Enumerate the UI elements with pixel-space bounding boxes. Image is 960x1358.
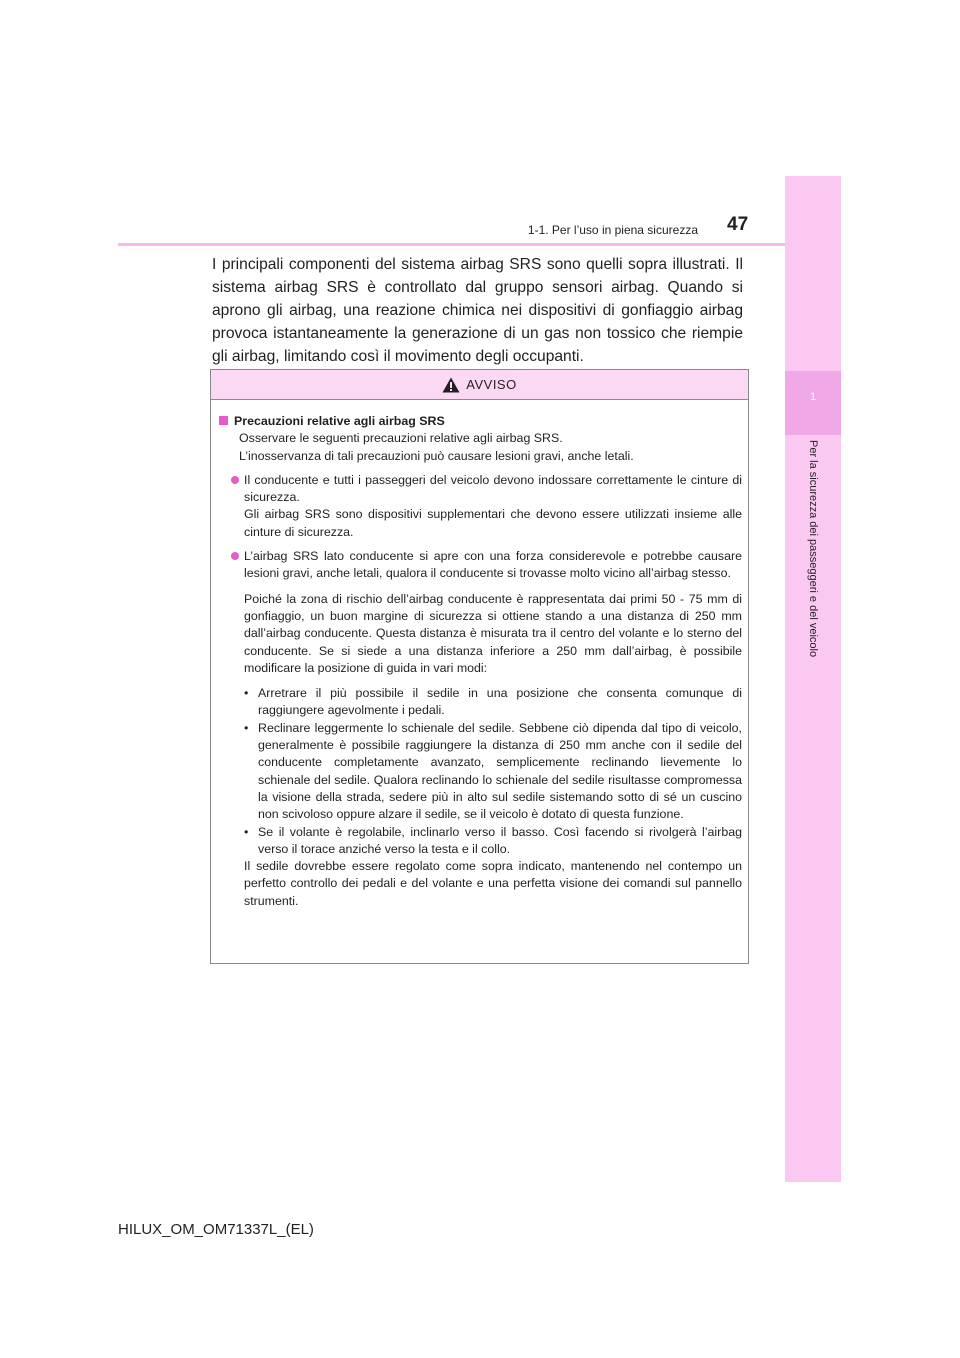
chapter-active-marker bbox=[785, 371, 841, 435]
circle-bullet-icon bbox=[231, 552, 239, 560]
lead-line: L’inosservanza di tali precauzioni può causare lesioni gravi, anche letali. bbox=[239, 448, 634, 463]
warning-lead bbox=[219, 430, 742, 465]
bullet-item bbox=[219, 472, 742, 541]
dash-mark: • bbox=[244, 720, 249, 735]
chapter-number: 1 bbox=[809, 391, 817, 403]
warning-triangle-icon bbox=[442, 377, 460, 393]
dash-item bbox=[219, 720, 742, 824]
bullet-item bbox=[219, 548, 742, 583]
document-code: HILUX_OM_OM71337L_(EL) bbox=[118, 1221, 314, 1238]
lead-line: Osservare le seguenti precauzioni relative agli airbag SRS. bbox=[239, 431, 563, 446]
bullet-text: L’airbag SRS lato conducente si apre con una forza considerevole e potrebbe causare lesioni gravi, anche letali, qualora il conducente si trovasse molto vicino all’airbag stesso. bbox=[244, 549, 742, 581]
dash-list bbox=[219, 685, 742, 858]
dash-text: Arretrare il più possibile il sedile in una posizione che consenta comunque di raggiungere agevolmente i pedali. bbox=[258, 686, 742, 718]
square-bullet-icon bbox=[219, 416, 228, 425]
dash-item bbox=[219, 824, 742, 859]
header-rule bbox=[118, 243, 785, 246]
bullet-text: Il conducente e tutti i passeggeri del veicolo devono indossare correttamente le cinture di sicurezza. bbox=[244, 472, 742, 505]
chapter-title: Per la sicurezza dei passeggeri e del veicolo bbox=[807, 440, 819, 658]
dash-text: Reclinare leggermente lo schienale del sedile. Sebbene ciò dipenda dal tipo di veicolo, generalmente è possibile raggiungere la distanza di 250 mm anche con il sedile del conducente completamente avanzato, semplicemente reclinando lievemente lo schienale del sedile. Qualora reclinando lo schienale del sedile risultasse compromessa la visione della strada, sedere più in alto sul sedile sistemando sotto di sé un cuscino non scivoloso oppure alzare il sedile, se il veicolo è dotato di questa funzione. bbox=[258, 720, 742, 822]
dash-text: Se il volante è regolabile, inclinarlo verso il basso. Così facendo si rivolgerà l’airbag verso il torace anziché verso la testa e il collo. bbox=[258, 824, 742, 856]
section-label: 1-1. Per l’uso in piena sicurezza bbox=[527, 223, 698, 237]
bullet-text: Gli airbag SRS sono dispositivi supplementari che devono essere utilizzati insieme alle cinture di sicurezza. bbox=[244, 507, 742, 539]
warning-title: AVVISO bbox=[466, 377, 517, 392]
intro-paragraph: I principali componenti del sistema airbag SRS sono quelli sopra illustrati. Il sistema airbag SRS è controllato dal gruppo sensori airbag. Quando si aprono gli airbag, una reazione chimica nei dispositivi di gonfiaggio airbag provoca istantaneamente la generazione di un gas non tossico che riempie gli airbag, limitando così il movimento degli occupanti. bbox=[212, 256, 743, 365]
warning-body bbox=[211, 400, 748, 910]
distance-paragraph: Poiché la zona di rischio dell’airbag conducente è rappresentata dai primi 50 - 75 mm di gonfiaggio, un buon margine di sicurezza si ottiene stando a una distanza di 250 mm dall’airbag conducente. Questa distanza è misurata tra il centro del volante e lo sterno del conducente. Se si siede a una distanza inferiore a 250 mm dall’airbag, è possibile modificare la posizione di guida in vari modi: bbox=[244, 591, 742, 675]
warning-header bbox=[211, 370, 748, 400]
circle-bullet-icon bbox=[231, 476, 239, 484]
warning-box bbox=[210, 369, 749, 964]
page-number: 47 bbox=[727, 214, 749, 235]
dash-item bbox=[219, 685, 742, 720]
dash-mark: • bbox=[244, 686, 249, 701]
chapter-side-tab bbox=[785, 176, 841, 1182]
warning-subheading-text: Precauzioni relative agli airbag SRS bbox=[234, 414, 445, 428]
closing-paragraph: Il sedile dovrebbe essere regolato come sopra indicato, mantenendo nel contempo un perfetto controllo dei pedali e del volante e una perfetta visione dei comandi sul pannello strumenti. bbox=[244, 859, 742, 908]
warning-subheading bbox=[219, 413, 742, 430]
dash-mark: • bbox=[244, 824, 249, 839]
